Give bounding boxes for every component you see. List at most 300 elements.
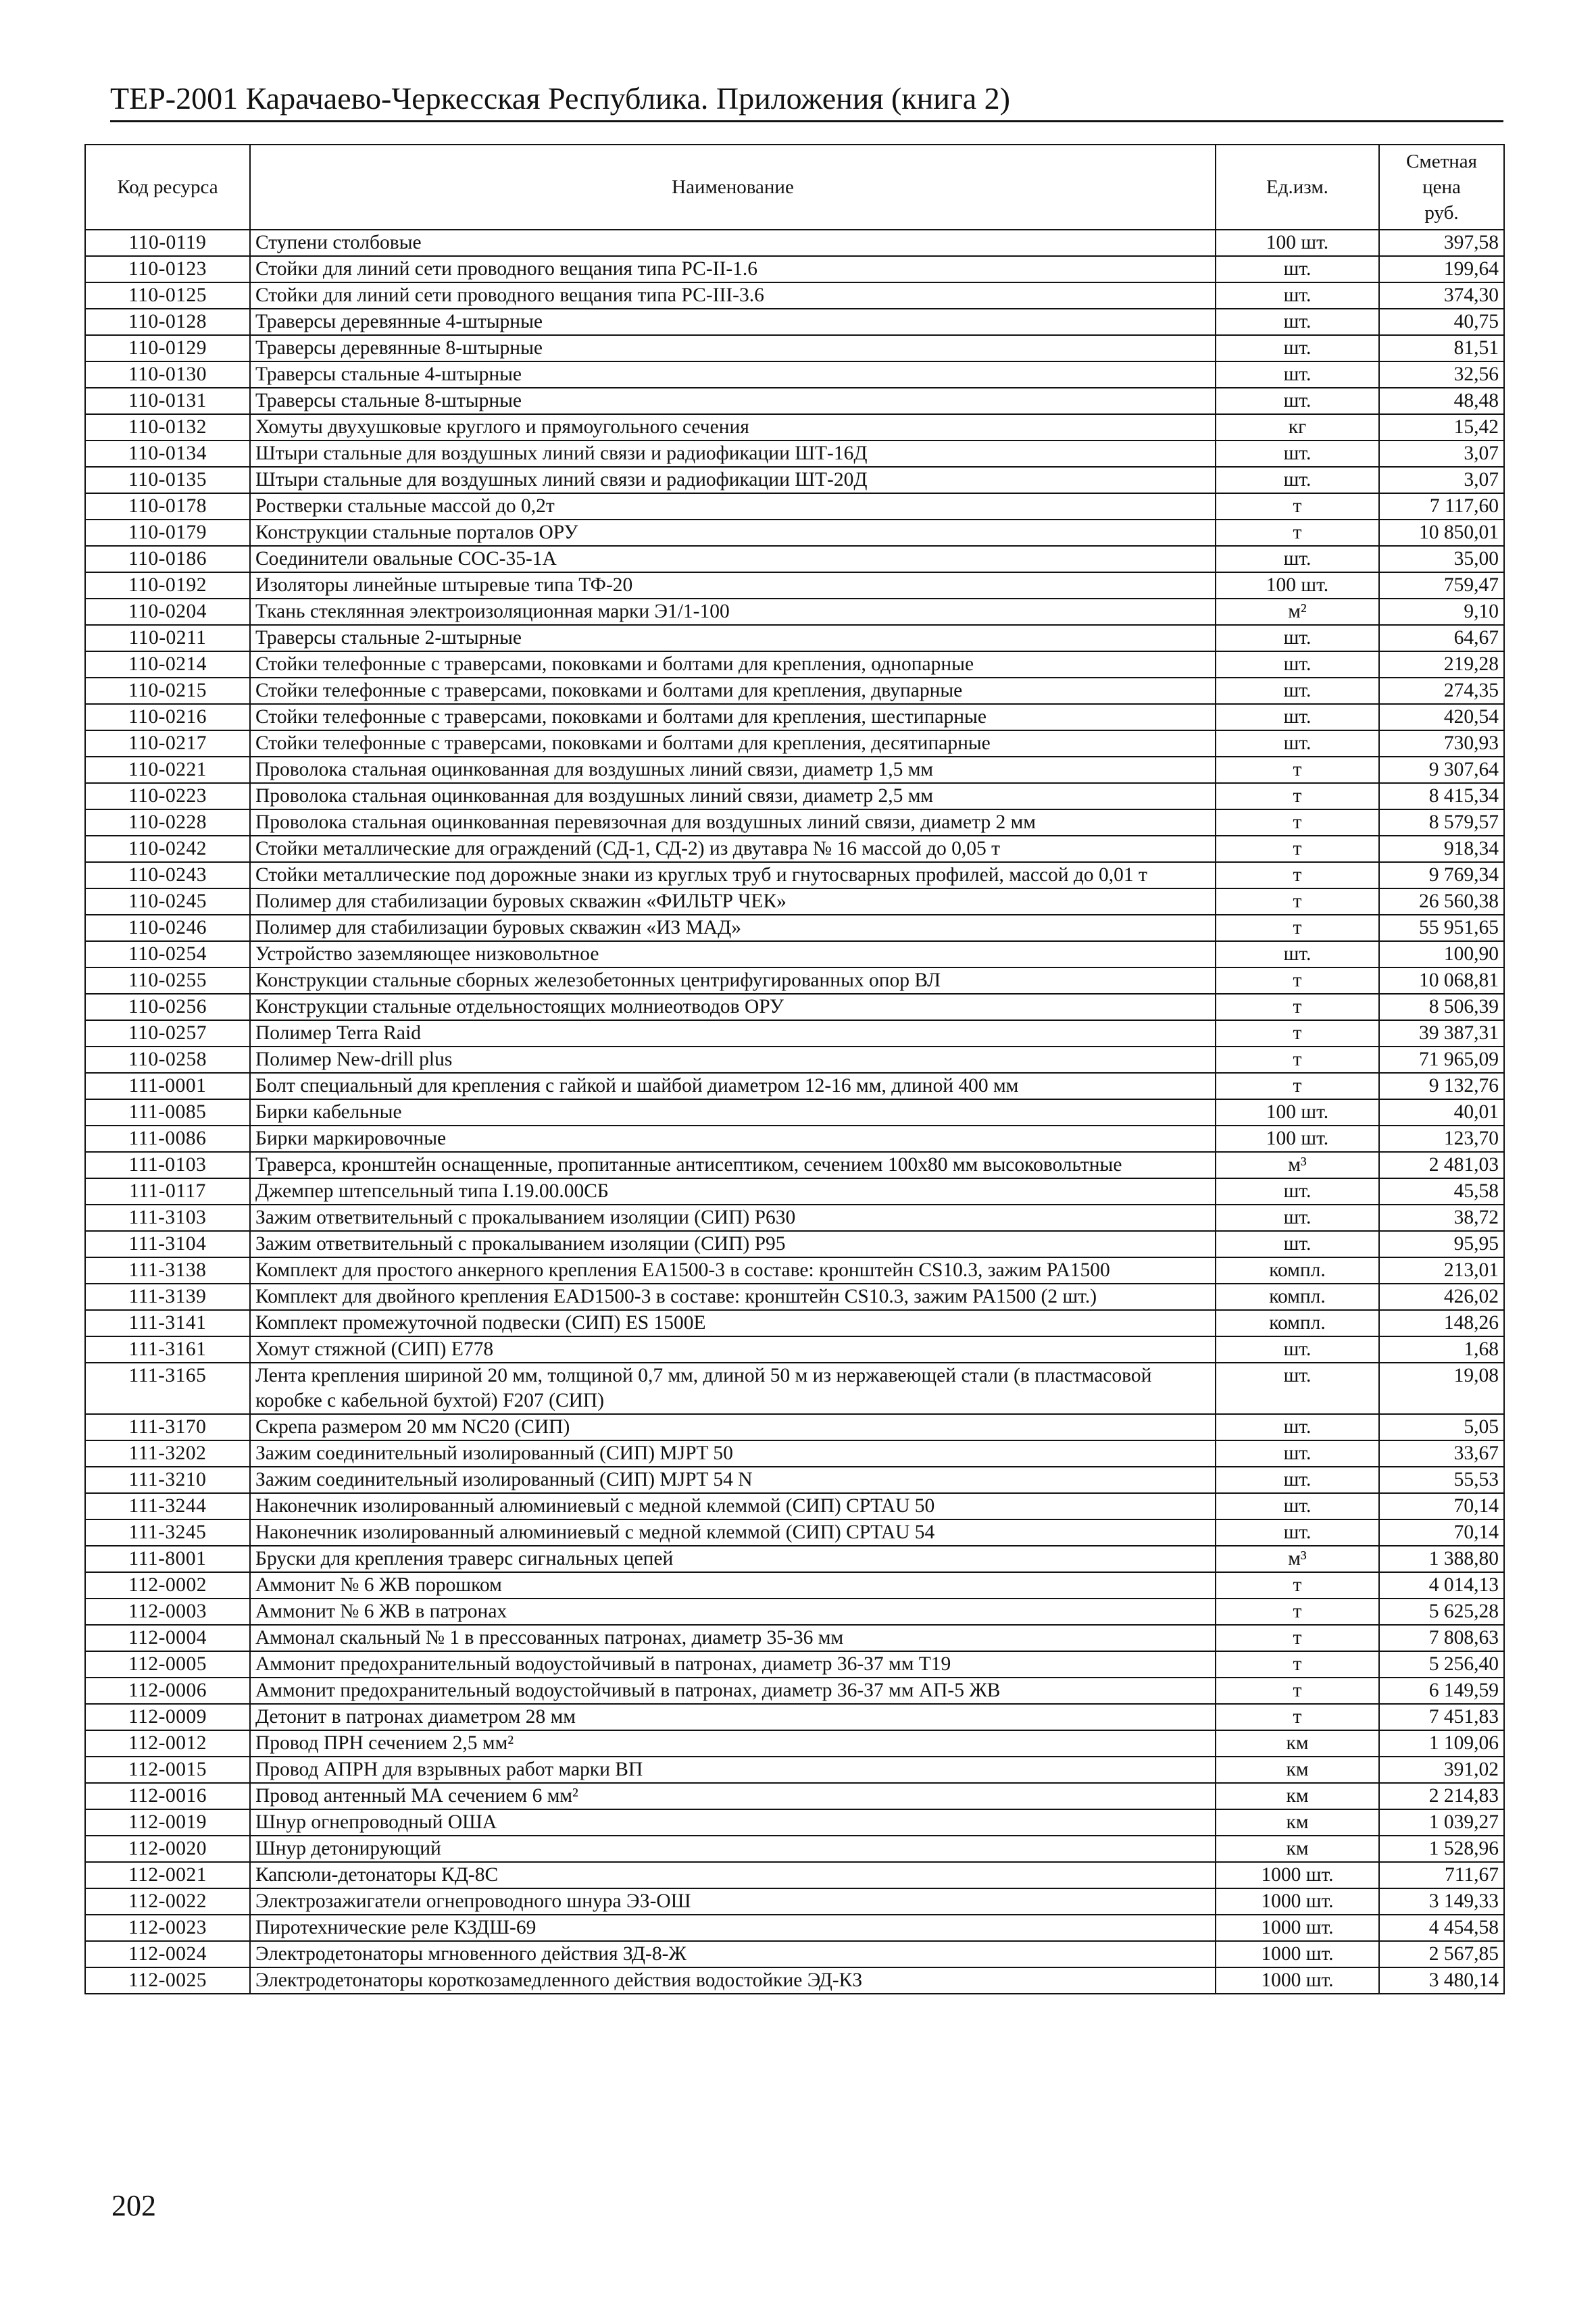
cell-code: 112-0012 xyxy=(85,1730,250,1757)
cell-code: 112-0024 xyxy=(85,1941,250,1967)
cell-unit: км xyxy=(1216,1730,1379,1757)
table-row xyxy=(85,1284,1504,1310)
cell-unit: т xyxy=(1216,520,1379,546)
cell-name: Шнур детонирующий xyxy=(250,1836,1216,1862)
cell-name: Аммонит № 6 ЖВ порошком xyxy=(250,1572,1216,1599)
table-row xyxy=(85,1678,1504,1704)
cell-price: 9,10 xyxy=(1379,599,1504,625)
header-price-line3: руб. xyxy=(1424,202,1459,224)
cell-code: 112-0003 xyxy=(85,1599,250,1625)
cell-unit: км xyxy=(1216,1783,1379,1809)
cell-unit: т xyxy=(1216,836,1379,862)
cell-price: 730,93 xyxy=(1379,730,1504,757)
table-row xyxy=(85,388,1504,414)
cell-unit: т xyxy=(1216,1599,1379,1625)
cell-code: 111-0117 xyxy=(85,1178,250,1205)
cell-price: 199,64 xyxy=(1379,256,1504,282)
cell-unit: м³ xyxy=(1216,1152,1379,1178)
table-row xyxy=(85,256,1504,282)
cell-name: Стойки телефонные с траверсами, поковками и болтами для крепления, десятипарные xyxy=(250,730,1216,757)
cell-name: Конструкции стальные сборных железобетонных центрифугированных опор ВЛ xyxy=(250,967,1216,994)
cell-unit: 1000 шт. xyxy=(1216,1915,1379,1941)
table-row xyxy=(85,467,1504,493)
cell-price: 426,02 xyxy=(1379,1284,1504,1310)
cell-code: 110-0214 xyxy=(85,651,250,678)
cell-price: 7 117,60 xyxy=(1379,493,1504,520)
cell-price: 19,08 xyxy=(1379,1363,1504,1414)
cell-price: 8 415,34 xyxy=(1379,783,1504,809)
cell-unit: т xyxy=(1216,493,1379,520)
cell-code: 111-3139 xyxy=(85,1284,250,1310)
table-row xyxy=(85,1231,1504,1257)
cell-price: 397,58 xyxy=(1379,230,1504,256)
cell-unit: т xyxy=(1216,1020,1379,1047)
cell-code: 112-0022 xyxy=(85,1888,250,1915)
cell-name: Комплект промежуточной подвески (СИП) ES 1500E xyxy=(250,1310,1216,1336)
cell-name: Хомуты двухушковые круглого и прямоугольного сечения xyxy=(250,414,1216,441)
cell-name: Наконечник изолированный алюминиевый с медной клеммой (СИП) CPTAU 54 xyxy=(250,1519,1216,1546)
cell-price: 33,67 xyxy=(1379,1440,1504,1467)
cell-name: Траверсы деревянные 8-штырные xyxy=(250,335,1216,361)
cell-code: 110-0211 xyxy=(85,625,250,651)
cell-code: 111-0085 xyxy=(85,1099,250,1126)
cell-code: 111-3245 xyxy=(85,1519,250,1546)
cell-name: Стойки металлические для ограждений (СД-1, СД-2) из двутавра № 16 массой до 0,05 т xyxy=(250,836,1216,862)
cell-name: Детонит в патронах диаметром 28 мм xyxy=(250,1704,1216,1730)
header-price-line2: цена xyxy=(1422,176,1461,198)
cell-unit: шт. xyxy=(1216,1336,1379,1363)
cell-unit: кг xyxy=(1216,414,1379,441)
cell-code: 110-0215 xyxy=(85,678,250,704)
header-price-line1: Сметная xyxy=(1406,151,1477,172)
cell-code: 110-0255 xyxy=(85,967,250,994)
cell-name: Комплект для двойного крепления EAD1500-3 в составе: кронштейн CS10.3, зажим PA1500 (2 шт.) xyxy=(250,1284,1216,1310)
header-name: Наименование xyxy=(250,145,1216,230)
cell-unit: компл. xyxy=(1216,1284,1379,1310)
cell-name: Траверсы стальные 4-штырные xyxy=(250,361,1216,388)
cell-unit: шт. xyxy=(1216,730,1379,757)
table-row xyxy=(85,1519,1504,1546)
cell-unit: 1000 шт. xyxy=(1216,1862,1379,1888)
cell-code: 110-0128 xyxy=(85,309,250,335)
table-row xyxy=(85,1440,1504,1467)
cell-unit: шт. xyxy=(1216,309,1379,335)
cell-code: 111-3165 xyxy=(85,1363,250,1414)
cell-name: Аммонит предохранительный водоустойчивый в патронах, диаметр 36-37 мм Т19 xyxy=(250,1651,1216,1678)
cell-name: Электродетонаторы мгновенного действия ЗД-8-Ж xyxy=(250,1941,1216,1967)
cell-name: Устройство заземляющее низковольтное xyxy=(250,941,1216,967)
table-row xyxy=(85,1915,1504,1941)
cell-price: 38,72 xyxy=(1379,1205,1504,1231)
cell-code: 110-0242 xyxy=(85,836,250,862)
cell-unit: шт. xyxy=(1216,1519,1379,1546)
cell-price: 10 068,81 xyxy=(1379,967,1504,994)
cell-unit: 100 шт. xyxy=(1216,230,1379,256)
table-row xyxy=(85,1625,1504,1651)
cell-price: 213,01 xyxy=(1379,1257,1504,1284)
cell-price: 55 951,65 xyxy=(1379,915,1504,941)
cell-price: 711,67 xyxy=(1379,1862,1504,1888)
cell-unit: компл. xyxy=(1216,1310,1379,1336)
table-row xyxy=(85,1546,1504,1572)
table-row xyxy=(85,1126,1504,1152)
cell-unit: т xyxy=(1216,1572,1379,1599)
cell-code: 110-0119 xyxy=(85,230,250,256)
cell-name: Бруски для крепления траверс сигнальных цепей xyxy=(250,1546,1216,1572)
cell-unit: т xyxy=(1216,1704,1379,1730)
cell-unit: шт. xyxy=(1216,1363,1379,1414)
cell-code: 110-0258 xyxy=(85,1047,250,1073)
table-row xyxy=(85,625,1504,651)
table-row xyxy=(85,1783,1504,1809)
cell-price: 7 808,63 xyxy=(1379,1625,1504,1651)
table-header-row xyxy=(85,145,1504,230)
cell-code: 110-0123 xyxy=(85,256,250,282)
cell-price: 3 149,33 xyxy=(1379,1888,1504,1915)
cell-name: Ростверки стальные массой до 0,2т xyxy=(250,493,1216,520)
cell-unit: шт. xyxy=(1216,282,1379,309)
cell-unit: 1000 шт. xyxy=(1216,1941,1379,1967)
cell-unit: т xyxy=(1216,1047,1379,1073)
cell-price: 918,34 xyxy=(1379,836,1504,862)
table-row xyxy=(85,888,1504,915)
cell-name: Траверса, кронштейн оснащенные, пропитанные антисептиком, сечением 100х80 мм высоковольтные xyxy=(250,1152,1216,1178)
cell-price: 8 506,39 xyxy=(1379,994,1504,1020)
cell-name: Проволока стальная оцинкованная для воздушных линий связи, диаметр 1,5 мм xyxy=(250,757,1216,783)
cell-name: Зажим соединительный изолированный (СИП) MJPT 50 xyxy=(250,1440,1216,1467)
cell-unit: шт. xyxy=(1216,441,1379,467)
table-row xyxy=(85,546,1504,572)
cell-name: Траверсы стальные 2-штырные xyxy=(250,625,1216,651)
cell-name: Шнур огнепроводный ОША xyxy=(250,1809,1216,1836)
cell-code: 110-0179 xyxy=(85,520,250,546)
header-unit: Ед.изм. xyxy=(1216,145,1379,230)
cell-code: 110-0221 xyxy=(85,757,250,783)
cell-unit: т xyxy=(1216,967,1379,994)
table-row xyxy=(85,572,1504,599)
cell-name: Соединители овальные СОС-35-1А xyxy=(250,546,1216,572)
cell-name: Штыри стальные для воздушных линий связи и радиофикации ШТ-16Д xyxy=(250,441,1216,467)
cell-name: Провод ПРН сечением 2,5 мм² xyxy=(250,1730,1216,1757)
cell-unit: шт. xyxy=(1216,361,1379,388)
table-row xyxy=(85,1152,1504,1178)
table-row xyxy=(85,1310,1504,1336)
cell-unit: шт. xyxy=(1216,1231,1379,1257)
cell-name: Полимер для стабилизации буровых скважин «ФИЛЬТР ЧЕК» xyxy=(250,888,1216,915)
cell-unit: шт. xyxy=(1216,941,1379,967)
table-row xyxy=(85,1363,1504,1414)
cell-unit: т xyxy=(1216,1073,1379,1099)
cell-code: 112-0021 xyxy=(85,1862,250,1888)
cell-unit: т xyxy=(1216,994,1379,1020)
table-row xyxy=(85,1572,1504,1599)
cell-name: Наконечник изолированный алюминиевый с медной клеммой (СИП) CPTAU 50 xyxy=(250,1493,1216,1519)
cell-unit: шт. xyxy=(1216,335,1379,361)
table-row xyxy=(85,651,1504,678)
table-row xyxy=(85,1757,1504,1783)
table-row xyxy=(85,1073,1504,1099)
table-row xyxy=(85,1047,1504,1073)
cell-name: Бирки маркировочные xyxy=(250,1126,1216,1152)
cell-price: 100,90 xyxy=(1379,941,1504,967)
table-row xyxy=(85,230,1504,256)
cell-name: Траверсы стальные 8-штырные xyxy=(250,388,1216,414)
cell-unit: 100 шт. xyxy=(1216,1099,1379,1126)
cell-price: 219,28 xyxy=(1379,651,1504,678)
cell-code: 110-0246 xyxy=(85,915,250,941)
cell-code: 110-0186 xyxy=(85,546,250,572)
table-row xyxy=(85,809,1504,836)
cell-unit: т xyxy=(1216,1678,1379,1704)
cell-price: 1 109,06 xyxy=(1379,1730,1504,1757)
cell-unit: км xyxy=(1216,1809,1379,1836)
cell-code: 111-3104 xyxy=(85,1231,250,1257)
cell-code: 110-0245 xyxy=(85,888,250,915)
table-row xyxy=(85,1178,1504,1205)
table-row xyxy=(85,520,1504,546)
cell-unit: шт. xyxy=(1216,546,1379,572)
table-row xyxy=(85,967,1504,994)
cell-name: Полимер New-drill plus xyxy=(250,1047,1216,1073)
cell-price: 55,53 xyxy=(1379,1467,1504,1493)
cell-code: 112-0004 xyxy=(85,1625,250,1651)
table-row xyxy=(85,1941,1504,1967)
cell-unit: шт. xyxy=(1216,1414,1379,1440)
cell-price: 10 850,01 xyxy=(1379,520,1504,546)
table-row xyxy=(85,1205,1504,1231)
cell-code: 110-0254 xyxy=(85,941,250,967)
table-row xyxy=(85,1809,1504,1836)
cell-unit: км xyxy=(1216,1757,1379,1783)
cell-name: Проволока стальная оцинкованная перевязочная для воздушных линий связи, диаметр 2 мм xyxy=(250,809,1216,836)
cell-code: 110-0228 xyxy=(85,809,250,836)
cell-name: Капсюли-детонаторы КД-8С xyxy=(250,1862,1216,1888)
cell-name: Траверсы деревянные 4-штырные xyxy=(250,309,1216,335)
cell-price: 40,01 xyxy=(1379,1099,1504,1126)
cell-price: 391,02 xyxy=(1379,1757,1504,1783)
cell-name: Провод антенный МА сечением 6 мм² xyxy=(250,1783,1216,1809)
cell-name: Зажим ответвительный с прокалыванием изоляции (СИП) P95 xyxy=(250,1231,1216,1257)
cell-code: 110-0131 xyxy=(85,388,250,414)
cell-unit: т xyxy=(1216,915,1379,941)
cell-code: 110-0130 xyxy=(85,361,250,388)
table-row xyxy=(85,678,1504,704)
cell-name: Аммонал скальный № 1 в прессованных патронах, диаметр 35-36 мм xyxy=(250,1625,1216,1651)
cell-unit: шт. xyxy=(1216,256,1379,282)
table-row xyxy=(85,1099,1504,1126)
table-row xyxy=(85,862,1504,888)
cell-price: 123,70 xyxy=(1379,1126,1504,1152)
cell-code: 110-0217 xyxy=(85,730,250,757)
cell-price: 40,75 xyxy=(1379,309,1504,335)
cell-price: 4 014,13 xyxy=(1379,1572,1504,1599)
cell-name: Стойки телефонные с траверсами, поковками и болтами для крепления, двупарные xyxy=(250,678,1216,704)
cell-name: Конструкции стальные порталов ОРУ xyxy=(250,520,1216,546)
cell-price: 2 481,03 xyxy=(1379,1152,1504,1178)
cell-unit: 100 шт. xyxy=(1216,1126,1379,1152)
cell-unit: т xyxy=(1216,783,1379,809)
cell-price: 81,51 xyxy=(1379,335,1504,361)
cell-price: 70,14 xyxy=(1379,1493,1504,1519)
table-row xyxy=(85,335,1504,361)
cell-unit: шт. xyxy=(1216,678,1379,704)
table-row xyxy=(85,1599,1504,1625)
cell-name: Лента крепления шириной 20 мм, толщиной 0,7 мм, длиной 50 м из нержавеющей стали (в пластмасовой коробке с кабельной бухтой) F207 (СИП) xyxy=(250,1363,1216,1414)
cell-price: 4 454,58 xyxy=(1379,1915,1504,1941)
cell-code: 112-0006 xyxy=(85,1678,250,1704)
cell-code: 112-0023 xyxy=(85,1915,250,1941)
table-row xyxy=(85,282,1504,309)
cell-name: Зажим ответвительный с прокалыванием изоляции (СИП) P630 xyxy=(250,1205,1216,1231)
table-row xyxy=(85,1862,1504,1888)
cell-price: 32,56 xyxy=(1379,361,1504,388)
page-number: 202 xyxy=(111,2189,156,2222)
table-row xyxy=(85,1967,1504,1994)
cell-price: 9 132,76 xyxy=(1379,1073,1504,1099)
table-row xyxy=(85,361,1504,388)
cell-unit: т xyxy=(1216,809,1379,836)
cell-name: Штыри стальные для воздушных линий связи и радиофикации ШТ-20Д xyxy=(250,467,1216,493)
cell-price: 374,30 xyxy=(1379,282,1504,309)
cell-code: 112-0016 xyxy=(85,1783,250,1809)
cell-unit: 100 шт. xyxy=(1216,572,1379,599)
header-price xyxy=(1379,145,1504,230)
cell-unit: т xyxy=(1216,1625,1379,1651)
cell-name: Аммонит № 6 ЖВ в патронах xyxy=(250,1599,1216,1625)
cell-code: 110-0243 xyxy=(85,862,250,888)
table-row xyxy=(85,1730,1504,1757)
cell-name: Стойки для линий сети проводного вещания типа РС-III-3.6 xyxy=(250,282,1216,309)
cell-name: Аммонит предохранительный водоустойчивый в патронах, диаметр 36-37 мм АП-5 ЖВ xyxy=(250,1678,1216,1704)
cell-name: Скрепа размером 20 мм NC20 (СИП) xyxy=(250,1414,1216,1440)
table-row xyxy=(85,941,1504,967)
cell-unit: шт. xyxy=(1216,388,1379,414)
cell-code: 110-0204 xyxy=(85,599,250,625)
cell-code: 112-0005 xyxy=(85,1651,250,1678)
cell-code: 111-3210 xyxy=(85,1467,250,1493)
cell-name: Изоляторы линейные штыревые типа ТФ-20 xyxy=(250,572,1216,599)
cell-price: 1 039,27 xyxy=(1379,1809,1504,1836)
cell-code: 110-0135 xyxy=(85,467,250,493)
cell-code: 111-0001 xyxy=(85,1073,250,1099)
cell-price: 6 149,59 xyxy=(1379,1678,1504,1704)
cell-code: 111-3103 xyxy=(85,1205,250,1231)
cell-code: 110-0256 xyxy=(85,994,250,1020)
cell-price: 5,05 xyxy=(1379,1414,1504,1440)
cell-price: 3,07 xyxy=(1379,441,1504,467)
cell-name: Ступени столбовые xyxy=(250,230,1216,256)
table-row xyxy=(85,1888,1504,1915)
cell-name: Пиротехнические реле КЗДШ-69 xyxy=(250,1915,1216,1941)
table-row xyxy=(85,994,1504,1020)
table-row xyxy=(85,1020,1504,1047)
cell-price: 71 965,09 xyxy=(1379,1047,1504,1073)
table-row xyxy=(85,599,1504,625)
cell-unit: шт. xyxy=(1216,651,1379,678)
cell-name: Болт специальный для крепления с гайкой и шайбой диаметром 12-16 мм, длиной 400 мм xyxy=(250,1073,1216,1099)
cell-unit: т xyxy=(1216,888,1379,915)
cell-name: Электродетонаторы короткозамедленного действия водостойкие ЭД-КЗ xyxy=(250,1967,1216,1994)
cell-price: 95,95 xyxy=(1379,1231,1504,1257)
cell-name: Хомут стяжной (СИП) E778 xyxy=(250,1336,1216,1363)
cell-unit: м² xyxy=(1216,599,1379,625)
cell-code: 110-0216 xyxy=(85,704,250,730)
cell-code: 111-3138 xyxy=(85,1257,250,1284)
table-row xyxy=(85,1257,1504,1284)
cell-name: Комплект для простого анкерного крепления EA1500-3 в составе: кронштейн CS10.3, зажим PA1500 xyxy=(250,1257,1216,1284)
cell-name: Электрозажигатели огнепроводного шнура ЭЗ-ОШ xyxy=(250,1888,1216,1915)
table-row xyxy=(85,915,1504,941)
cell-price: 3 480,14 xyxy=(1379,1967,1504,1994)
cell-name: Провод АПРН для взрывных работ марки ВП xyxy=(250,1757,1216,1783)
cell-unit: шт. xyxy=(1216,1440,1379,1467)
cell-price: 39 387,31 xyxy=(1379,1020,1504,1047)
header-code: Код ресурса xyxy=(85,145,250,230)
table-row xyxy=(85,1336,1504,1363)
cell-unit: т xyxy=(1216,1651,1379,1678)
cell-name: Стойки металлические под дорожные знаки из круглых труб и гнутосварных профилей, массой до 0,01 т xyxy=(250,862,1216,888)
cell-price: 1 388,80 xyxy=(1379,1546,1504,1572)
cell-code: 111-8001 xyxy=(85,1546,250,1572)
table-row xyxy=(85,1704,1504,1730)
cell-code: 112-0019 xyxy=(85,1809,250,1836)
header-rule xyxy=(110,120,1503,122)
cell-code: 110-0134 xyxy=(85,441,250,467)
table-row xyxy=(85,1493,1504,1519)
cell-price: 9 307,64 xyxy=(1379,757,1504,783)
cell-name: Ткань стеклянная электроизоляционная марки Э1/1-100 xyxy=(250,599,1216,625)
cell-name: Зажим соединительный изолированный (СИП) MJPT 54 N xyxy=(250,1467,1216,1493)
cell-unit: шт. xyxy=(1216,1205,1379,1231)
cell-unit: шт. xyxy=(1216,467,1379,493)
cell-code: 110-0125 xyxy=(85,282,250,309)
cell-code: 111-0103 xyxy=(85,1152,250,1178)
cell-unit: км xyxy=(1216,1836,1379,1862)
cell-price: 759,47 xyxy=(1379,572,1504,599)
table-row xyxy=(85,414,1504,441)
cell-price: 35,00 xyxy=(1379,546,1504,572)
table-row xyxy=(85,783,1504,809)
cell-price: 1,68 xyxy=(1379,1336,1504,1363)
cell-unit: шт. xyxy=(1216,704,1379,730)
table-row xyxy=(85,757,1504,783)
cell-code: 112-0020 xyxy=(85,1836,250,1862)
page-header: ТЕР-2001 Карачаево-Черкесская Республика. Приложения (книга 2) xyxy=(110,81,1011,116)
cell-price: 5 625,28 xyxy=(1379,1599,1504,1625)
table-row xyxy=(85,493,1504,520)
cell-name: Стойки для линий сети проводного вещания типа РС-II-1.6 xyxy=(250,256,1216,282)
cell-name: Полимер для стабилизации буровых скважин «ИЗ МАД» xyxy=(250,915,1216,941)
table-row xyxy=(85,1414,1504,1440)
cell-code: 112-0015 xyxy=(85,1757,250,1783)
cell-unit: шт. xyxy=(1216,1493,1379,1519)
cell-unit: 1000 шт. xyxy=(1216,1888,1379,1915)
cell-name: Полимер Terra Raid xyxy=(250,1020,1216,1047)
table-row xyxy=(85,441,1504,467)
cell-unit: компл. xyxy=(1216,1257,1379,1284)
cell-price: 5 256,40 xyxy=(1379,1651,1504,1678)
cell-name: Бирки кабельные xyxy=(250,1099,1216,1126)
cell-code: 110-0257 xyxy=(85,1020,250,1047)
cell-price: 64,67 xyxy=(1379,625,1504,651)
cell-price: 2 567,85 xyxy=(1379,1941,1504,1967)
table-row xyxy=(85,730,1504,757)
cell-code: 112-0025 xyxy=(85,1967,250,1994)
cell-price: 48,48 xyxy=(1379,388,1504,414)
cell-unit: м³ xyxy=(1216,1546,1379,1572)
cell-price: 7 451,83 xyxy=(1379,1704,1504,1730)
cell-code: 112-0009 xyxy=(85,1704,250,1730)
